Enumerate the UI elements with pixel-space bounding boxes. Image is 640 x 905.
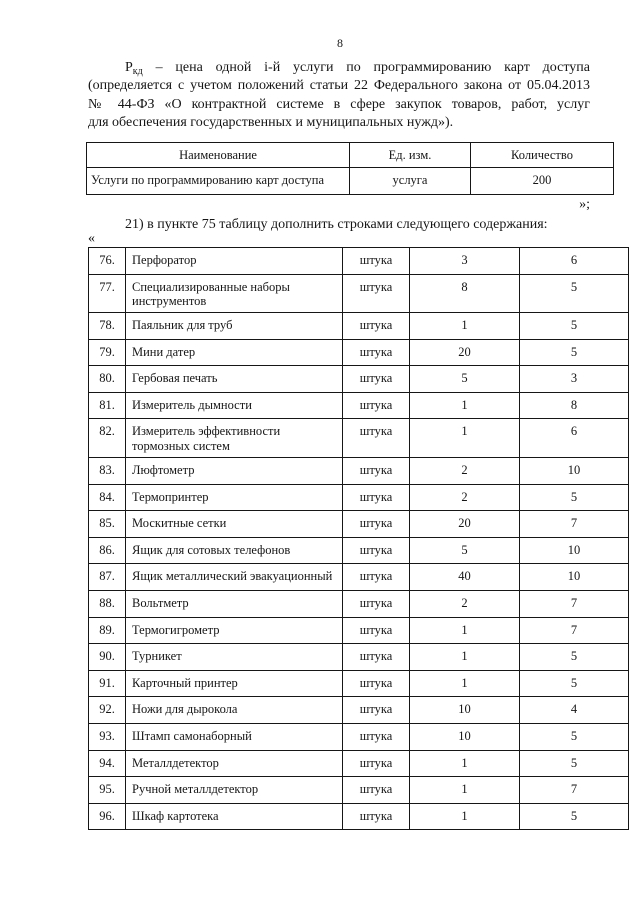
- table-row: [89, 419, 629, 458]
- cell-value-2: 5: [520, 670, 629, 697]
- cell-name: Специализированные наборы инструментов: [126, 274, 343, 313]
- cell-unit: штука: [343, 537, 410, 564]
- cell-value-2: 7: [520, 777, 629, 804]
- cell-value-2: 5: [520, 313, 629, 340]
- amendment-text: 21) в пункте 75 таблицу дополнить строками следующего содержания:: [125, 217, 548, 232]
- cell-number: 86.: [89, 537, 126, 564]
- cell-name: Вольтметр: [126, 590, 343, 617]
- cell-value-2: 7: [520, 511, 629, 538]
- cell-unit: штука: [343, 484, 410, 511]
- cell-unit: штука: [343, 392, 410, 419]
- cell-number: 78.: [89, 313, 126, 340]
- table-row: [89, 590, 629, 617]
- cell-value-1: 5: [410, 366, 520, 393]
- cell-name: Металлдетектор: [126, 750, 343, 777]
- cell-value-2: 7: [520, 617, 629, 644]
- cell-unit: штука: [343, 750, 410, 777]
- table-row: [89, 274, 629, 313]
- cell-number: 95.: [89, 777, 126, 804]
- cell-number: 90.: [89, 644, 126, 671]
- cell-value-1: 2: [410, 590, 520, 617]
- table-row: [89, 313, 629, 340]
- cell-value-2: 5: [520, 803, 629, 830]
- table-row: [89, 339, 629, 366]
- price-definition-paragraph: [88, 59, 590, 132]
- cell-number: 87.: [89, 564, 126, 591]
- cell-name: Ножи для дырокола: [126, 697, 343, 724]
- table-row: [89, 484, 629, 511]
- cell-unit: штука: [343, 419, 410, 458]
- table-row: [89, 670, 629, 697]
- cell-value-2: 10: [520, 537, 629, 564]
- cell-number: 82.: [89, 419, 126, 458]
- cell-unit: штука: [343, 248, 410, 275]
- paragraph-line-2: (определяется с учетом положений статьи 22 Федерального закона от 05.04.2013: [88, 78, 590, 94]
- cell-value-2: 6: [520, 419, 629, 458]
- cell-number: 79.: [89, 339, 126, 366]
- cell-name: Термогигрометр: [126, 617, 343, 644]
- cell-number: 85.: [89, 511, 126, 538]
- cell-value-2: 10: [520, 564, 629, 591]
- cell-value-1: 1: [410, 392, 520, 419]
- cell-name: Перфоратор: [126, 248, 343, 275]
- cell-value-2: 5: [520, 723, 629, 750]
- cell-name: Паяльник для труб: [126, 313, 343, 340]
- cell-number: 91.: [89, 670, 126, 697]
- services-table-header: [87, 143, 614, 168]
- items-table: [88, 247, 629, 830]
- cell-unit: штука: [343, 457, 410, 484]
- cell-unit: штука: [343, 564, 410, 591]
- header-quantity: Количество: [471, 143, 614, 168]
- cell-number: 83.: [89, 457, 126, 484]
- cell-number: 77.: [89, 274, 126, 313]
- cell-number: 88.: [89, 590, 126, 617]
- cell-number: 89.: [89, 617, 126, 644]
- cell-value-2: 5: [520, 484, 629, 511]
- table-row: [89, 723, 629, 750]
- cell-unit: штука: [343, 617, 410, 644]
- cell-name: Измеритель эффективности тормозных систем: [126, 419, 343, 458]
- cell-unit: штука: [343, 697, 410, 724]
- table-row: [89, 511, 629, 538]
- cell-number: 96.: [89, 803, 126, 830]
- cell-name: Штамп самонаборный: [126, 723, 343, 750]
- cell-value-2: 5: [520, 274, 629, 313]
- cell-unit: штука: [343, 511, 410, 538]
- cell-name: Мини датер: [126, 339, 343, 366]
- cell-value-1: 20: [410, 339, 520, 366]
- cell-unit: штука: [343, 366, 410, 393]
- cell-unit: штука: [343, 644, 410, 671]
- cell-value-1: 2: [410, 457, 520, 484]
- service-quantity: 200: [471, 168, 614, 195]
- cell-name: Карточный принтер: [126, 670, 343, 697]
- cell-value-1: 10: [410, 697, 520, 724]
- cell-value-1: 40: [410, 564, 520, 591]
- cell-name: Гербовая печать: [126, 366, 343, 393]
- cell-unit: штука: [343, 723, 410, 750]
- cell-value-2: 5: [520, 339, 629, 366]
- cell-unit: штука: [343, 803, 410, 830]
- price-symbol-subscript: кд: [132, 66, 143, 77]
- service-name: Услуги по программированию карт доступа: [87, 168, 350, 195]
- cell-value-1: 2: [410, 484, 520, 511]
- cell-value-1: 1: [410, 617, 520, 644]
- cell-number: 81.: [89, 392, 126, 419]
- cell-value-1: 1: [410, 644, 520, 671]
- table-row: [89, 537, 629, 564]
- cell-unit: штука: [343, 339, 410, 366]
- table-row: [89, 803, 629, 830]
- paragraph-line-1: [88, 59, 590, 77]
- table-row: [89, 564, 629, 591]
- items-table-body: [89, 248, 629, 830]
- cell-value-1: 1: [410, 313, 520, 340]
- cell-name: Ручной металлдетектор: [126, 777, 343, 804]
- cell-value-1: 5: [410, 537, 520, 564]
- cell-value-1: 1: [410, 803, 520, 830]
- table-row: [89, 366, 629, 393]
- cell-value-2: 5: [520, 750, 629, 777]
- cell-unit: штука: [343, 590, 410, 617]
- header-unit: Ед. изм.: [350, 143, 471, 168]
- paragraph-line-3: № 44-ФЗ «О контрактной системе в сфере закупок товаров, работ, услуг: [88, 96, 590, 112]
- cell-name: Шкаф картотека: [126, 803, 343, 830]
- services-table: [86, 142, 614, 195]
- cell-name: Ящик металлический эвакуационный: [126, 564, 343, 591]
- opening-quote: «: [88, 231, 95, 246]
- cell-name: Термопринтер: [126, 484, 343, 511]
- cell-value-2: 4: [520, 697, 629, 724]
- table-row: [89, 248, 629, 275]
- cell-number: 92.: [89, 697, 126, 724]
- cell-number: 93.: [89, 723, 126, 750]
- cell-value-2: 6: [520, 248, 629, 275]
- table-row: [87, 168, 614, 195]
- cell-value-1: 3: [410, 248, 520, 275]
- table-row: [89, 750, 629, 777]
- cell-value-1: 20: [410, 511, 520, 538]
- cell-name: Турникет: [126, 644, 343, 671]
- table-row: [89, 392, 629, 419]
- cell-value-2: 8: [520, 392, 629, 419]
- cell-number: 84.: [89, 484, 126, 511]
- table-row: [89, 457, 629, 484]
- cell-value-2: 3: [520, 366, 629, 393]
- table-row: [89, 777, 629, 804]
- cell-value-1: 10: [410, 723, 520, 750]
- cell-unit: штука: [343, 670, 410, 697]
- cell-name: Ящик для сотовых телефонов: [126, 537, 343, 564]
- table-row: [89, 617, 629, 644]
- cell-unit: штука: [343, 313, 410, 340]
- service-unit: услуга: [350, 168, 471, 195]
- price-symbol: Р: [125, 60, 133, 75]
- table-row: [89, 644, 629, 671]
- cell-name: Измеритель дымности: [126, 392, 343, 419]
- cell-value-2: 5: [520, 644, 629, 671]
- closing-quote: »;: [579, 197, 590, 212]
- cell-value-1: 8: [410, 274, 520, 313]
- cell-value-1: 1: [410, 777, 520, 804]
- page-number: 8: [337, 36, 343, 50]
- cell-value-1: 1: [410, 670, 520, 697]
- cell-value-2: 10: [520, 457, 629, 484]
- paragraph-line-1-text: – цена одной i-й услуги по программированию карт доступа: [155, 60, 590, 75]
- cell-unit: штука: [343, 274, 410, 313]
- cell-name: Люфтометр: [126, 457, 343, 484]
- cell-number: 80.: [89, 366, 126, 393]
- cell-name: Москитные сетки: [126, 511, 343, 538]
- cell-value-2: 7: [520, 590, 629, 617]
- cell-unit: штука: [343, 777, 410, 804]
- cell-value-1: 1: [410, 419, 520, 458]
- table-row: [89, 697, 629, 724]
- paragraph-line-4: для обеспечения государственных и муниципальных нужд»).: [88, 114, 454, 130]
- cell-number: 94.: [89, 750, 126, 777]
- cell-number: 76.: [89, 248, 126, 275]
- header-name: Наименование: [87, 143, 350, 168]
- cell-value-1: 1: [410, 750, 520, 777]
